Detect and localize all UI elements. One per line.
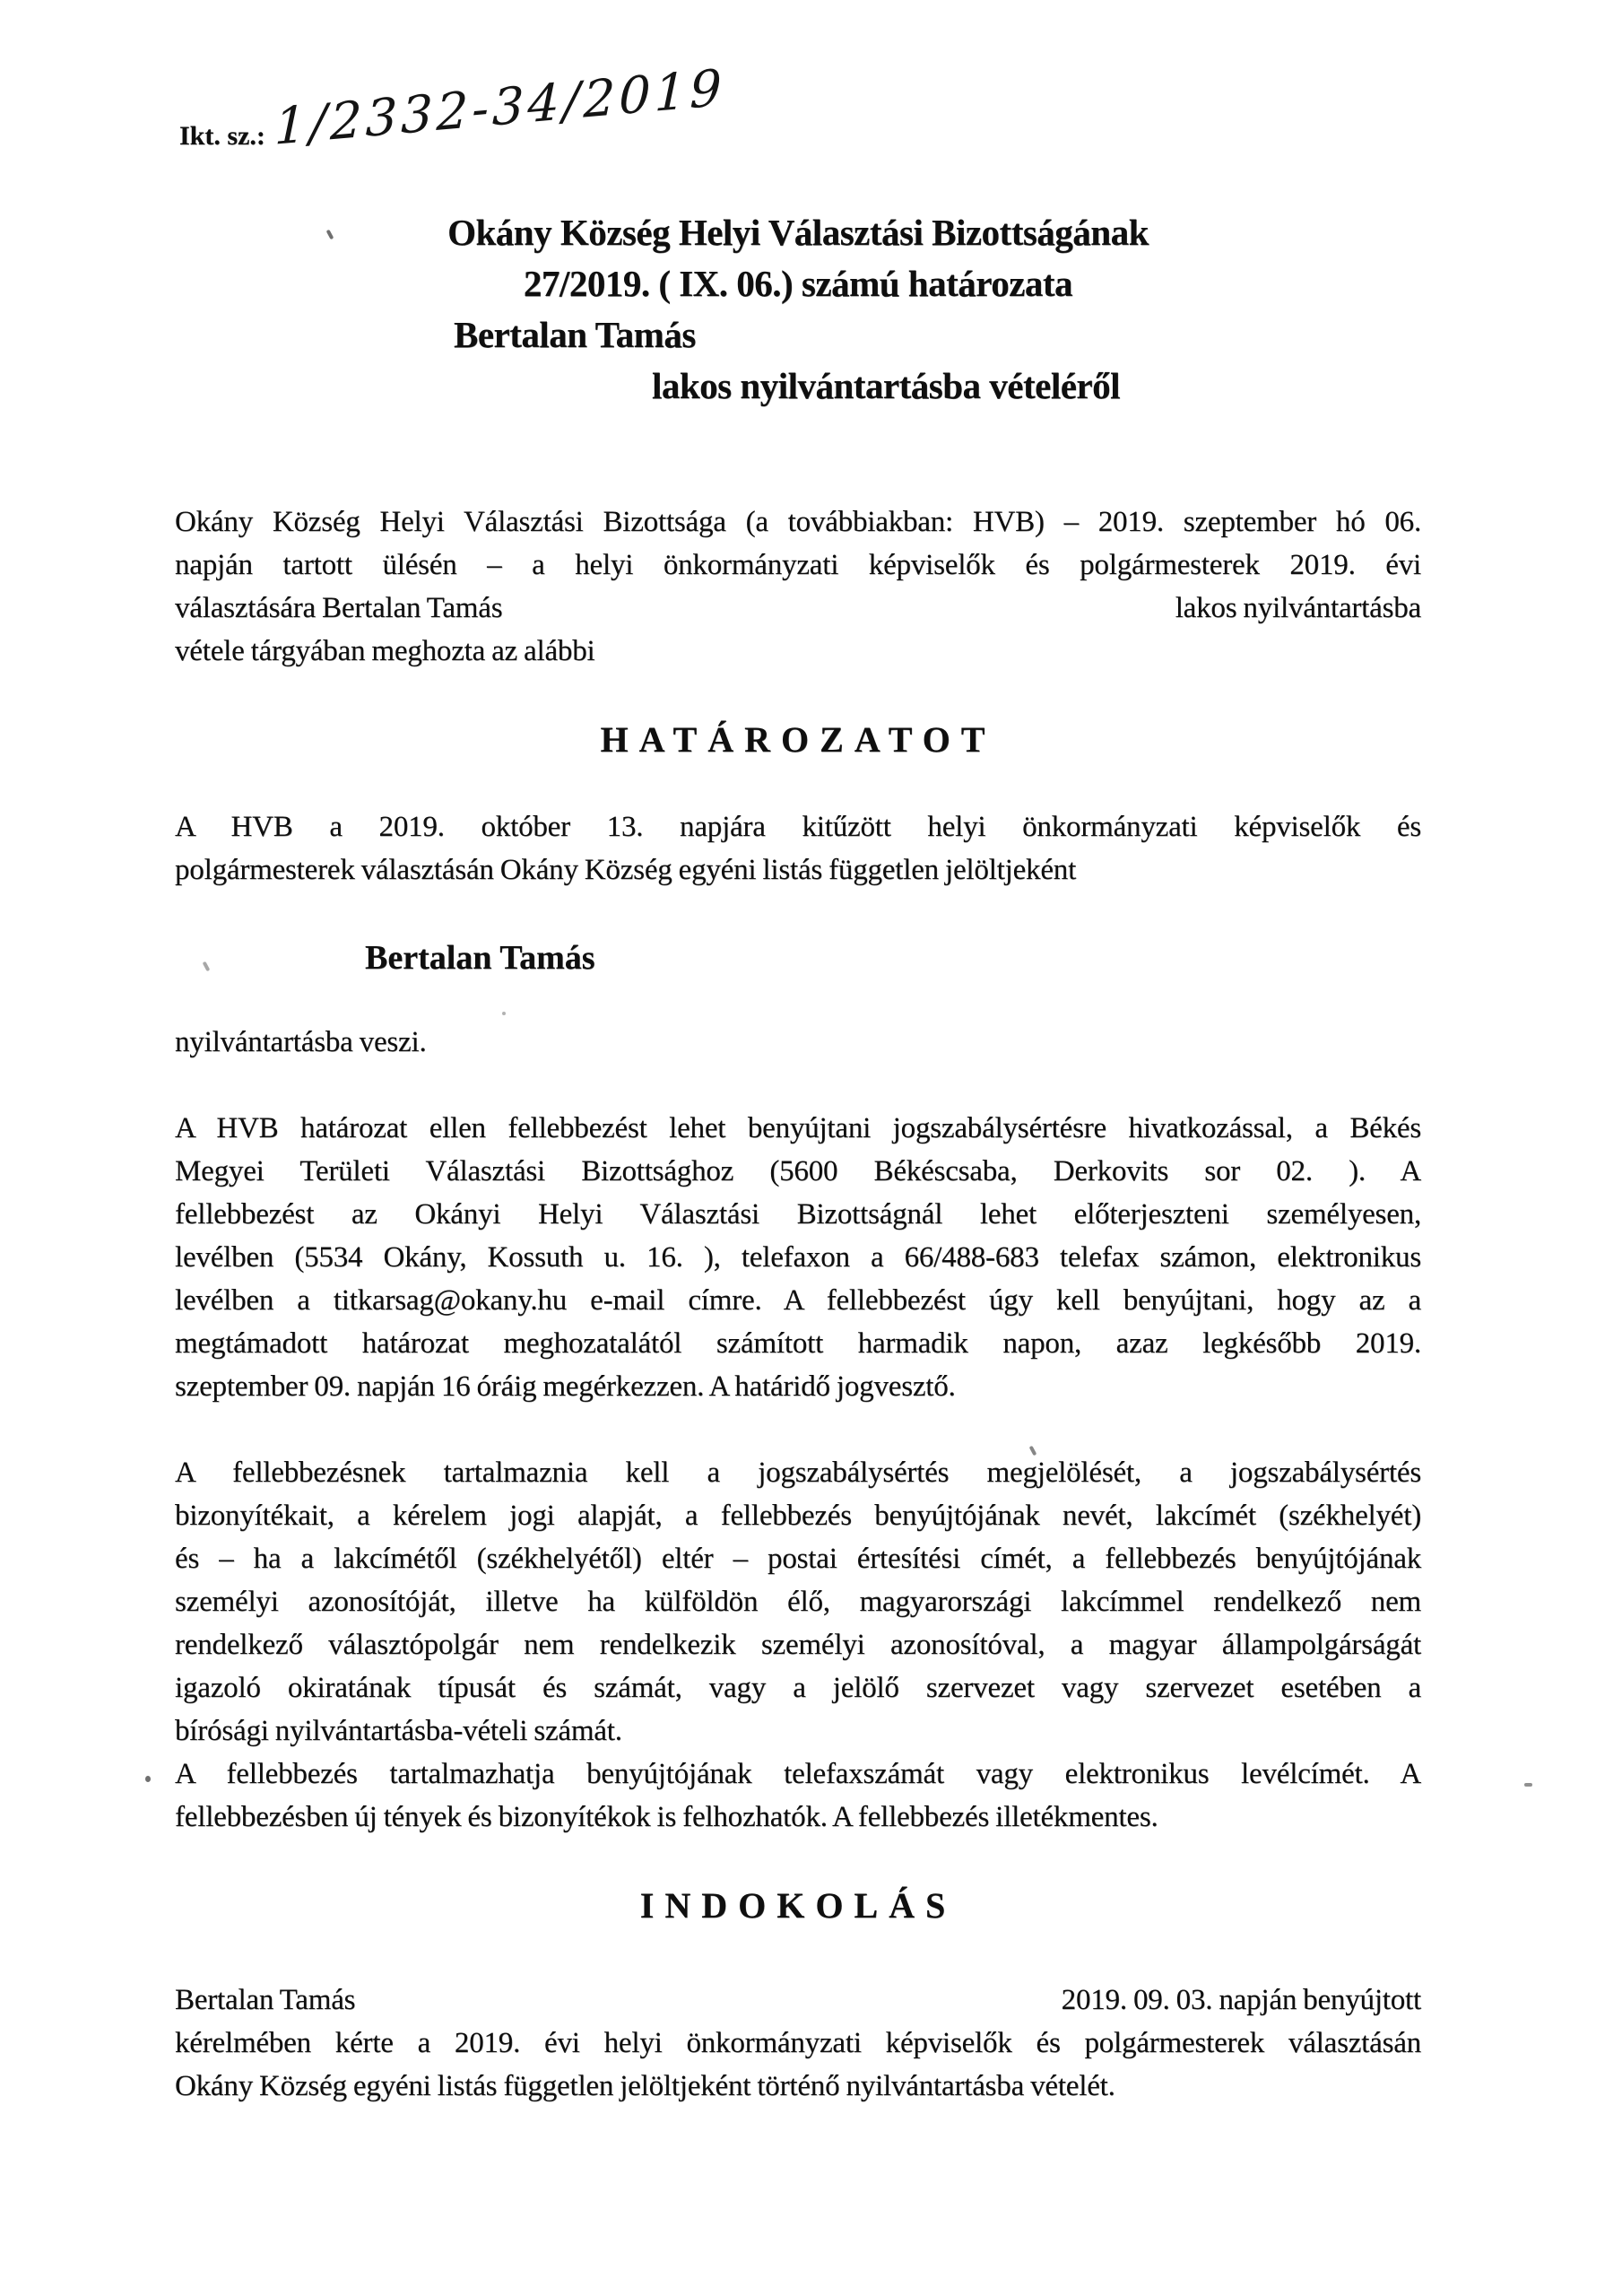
justification-line: kérelmében kérte a 2019. évi helyi önkormányzati képviselők és polgármesterek választásán [175,2027,1421,2059]
intro-line-left: választására Bertalan Tamás [175,592,503,624]
appeal-note-paragraph [175,1752,1421,1839]
justification-heading: INDOKOLÁS [639,1885,957,1926]
justification-paragraph [175,1979,1421,2108]
appeal-requirements-line: bírósági nyilvántartásba-vételi számát. [175,1715,622,1747]
justification-line-left: Bertalan Tamás [175,1984,356,2016]
scan-artifact-dot [145,1776,151,1782]
appeal-line: Megyei Területi Választási Bizottsághoz (5600 Békéscsaba, Derkovits sor 02. ). A [175,1155,1421,1187]
intro-paragraph [175,500,1421,673]
decision-line: A HVB a 2019. október 13. napjára kitűzött helyi önkormányzati képviselők és [175,811,1421,843]
appeal-note-line: A fellebbezés tartalmazhatja benyújtójának telefaxszámát vagy elektronikus levélcímét. A [175,1758,1421,1790]
title-decision-number: 27/2019. ( IX. 06.) számú határozata [523,263,1073,304]
justification-line-redacted [175,1979,1421,2022]
candidate-name: Bertalan Tamás [365,939,595,977]
appeal-requirements-line: bizonyítékait, a kérelem jogi alapját, a fellebbezés benyújtójának nevét, lakcímét (székhelyét) [175,1500,1421,1532]
appeal-line: A HVB határozat ellen fellebbezést lehet benyújtani jogszabálysértésre hivatkozással, a Békés [175,1112,1421,1144]
appeal-requirements-line: személyi azonosítóját, illetve ha külföldön élő, magyarországi lakcímmel rendelkező nem [175,1586,1421,1618]
scan-artifact-dash [1524,1783,1532,1787]
appeal-paragraph [175,1107,1421,1408]
appeal-requirements-line: igazoló okiratának típusát és számát, vagy a jelölő szervezet vagy szervezet esetében a [175,1672,1421,1704]
intro-line: napján tartott ülésén – a helyi önkormányzati képviselők és polgármesterek 2019. évi [175,549,1421,581]
appeal-note-line: fellebbezésben új tények és bizonyítékok is felhozhatók. A fellebbezés illetékmentes. [175,1801,1158,1833]
intro-line-right: lakos nyilvántartásba [1175,592,1421,624]
document-title-block [175,207,1421,412]
appeal-requirements-line: A fellebbezésnek tartalmaznia kell a jogszabálysértés megjelölését, a jogszabálysértés [175,1457,1421,1489]
title-candidate-name: Bertalan Tamás [454,314,696,355]
appeal-requirements-paragraph [175,1451,1421,1752]
appeal-line: megtámadott határozat meghozatalától számított harmadik napon, azaz legkésőbb 2019. [175,1327,1421,1360]
decision-heading: HATÁROZATOT [600,719,996,760]
appeal-line: levélben a titkarsag@okany.hu e-mail címre. A fellebbezést úgy kell benyújtani, hogy az a [175,1284,1421,1317]
decision-paragraph [175,805,1421,891]
appeal-requirements-line: és – ha a lakcímétől (székhelyétől) eltér – postai értesítési címét, a fellebbezés benyújtójának [175,1543,1421,1575]
decision-closing: nyilvántartásba veszi. [175,1026,427,1058]
appeal-requirements-line: rendelkező választópolgár nem rendelkezik személyi azonosítóval, a magyar állampolgárságát [175,1629,1421,1661]
appeal-line: levélben (5534 Okány, Kossuth u. 16. ), telefaxon a 66/488-683 telefax számon, elektronikus [175,1241,1421,1274]
justification-line-right: 2019. 09. 03. napján benyújtott [1061,1984,1421,2016]
registration-number-label: Ikt. sz.: [179,121,265,151]
appeal-line: fellebbezést az Okányi Helyi Választási Bizottságnál lehet előterjeszteni személyesen, [175,1198,1421,1231]
intro-line: vétele tárgyában meghozta az alábbi [175,635,595,667]
title-subject: lakos nyilvántartásba vételéről [651,365,1121,406]
decision-line: polgármesterek választásán Okány Község egyéni listás független jelöltjeként [175,854,1077,886]
title-committee: Okány Község Helyi Választási Bizottságának [447,212,1149,253]
justification-line: Okány Község egyéni listás független jelöltjeként történő nyilvántartásba vételét. [175,2070,1115,2102]
appeal-line: szeptember 09. napján 16 óráig megérkezzen. A határidő jogvesztő. [175,1370,956,1403]
handwritten-case-number: 1/2332-34/2019 [273,58,726,157]
intro-line-redacted [175,587,1421,630]
scan-artifact-dot [502,1012,506,1015]
intro-line: Okány Község Helyi Választási Bizottsága (a továbbiakban: HVB) – 2019. szeptember hó 06. [175,506,1421,538]
registration-number-row [179,115,265,158]
